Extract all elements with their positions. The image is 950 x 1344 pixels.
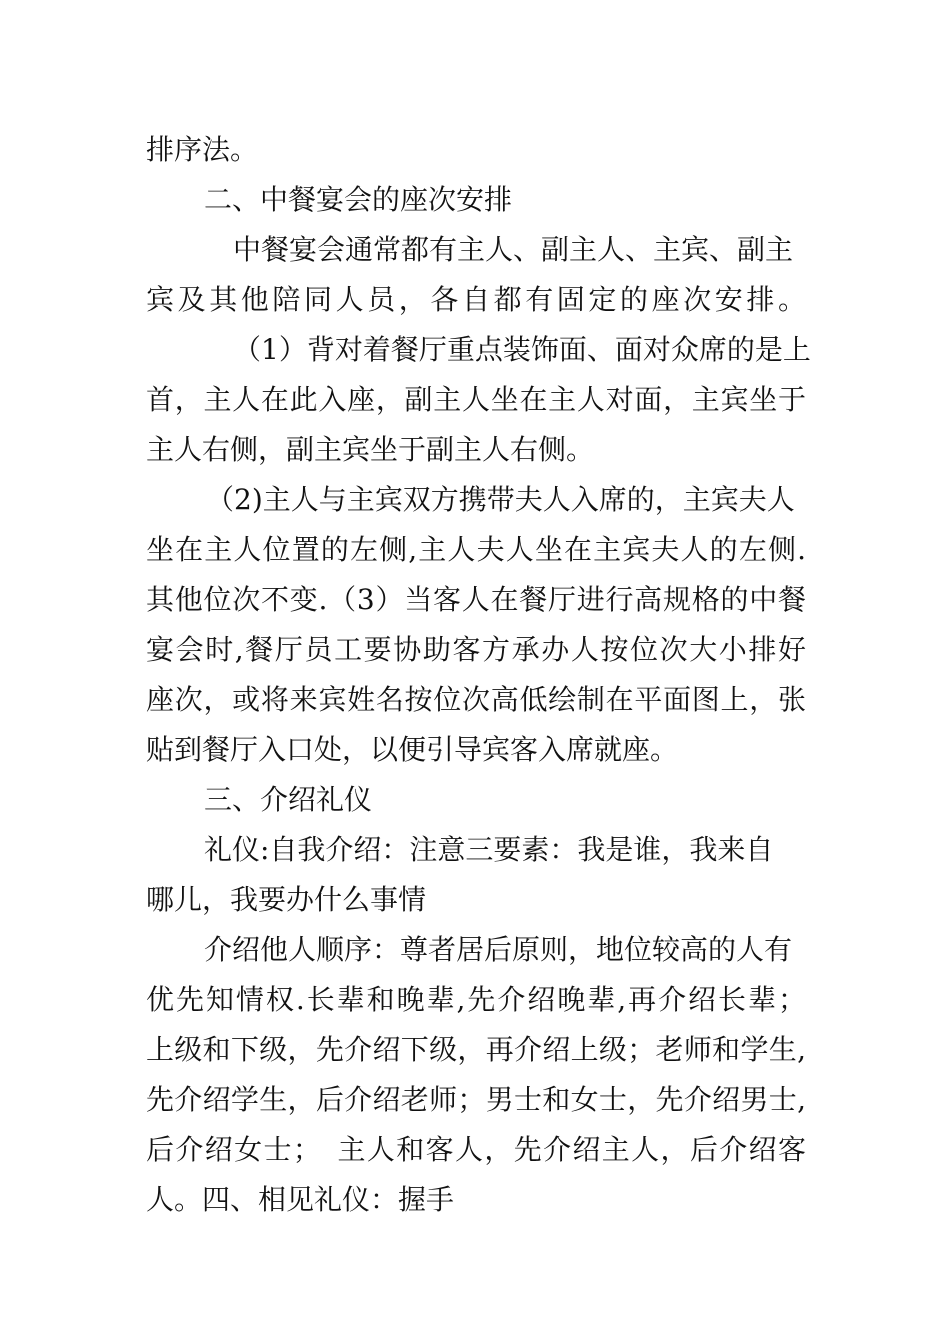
section-heading-2: 二、中餐宴会的座次安排 [204, 183, 513, 216]
paragraph-line-3: 中餐宴会通常都有主人、副主人、主宾、副主 [233, 233, 794, 266]
item-3-line-1: 宴会时,餐厅员工要协助客方承办人按位次大小排好 [146, 633, 806, 666]
item-2-line-2: 坐在主人位置的左侧,主人夫人坐在主宾夫人的左侧. [146, 533, 806, 566]
paragraph-line-4: 宾及其他陪同人员，各自都有固定的座次安排。 [146, 283, 806, 316]
item-1-line-1: （1）背对着餐厅重点装饰面、面对众席的是上 [233, 333, 811, 366]
section-heading-3: 三、介绍礼仪 [204, 783, 373, 816]
item-2-line-1: （2)主人与主宾双方携带夫人入席的，主宾夫人 [206, 483, 795, 516]
intro-order-line-1: 介绍他人顺序：尊者居后原则，地位较高的人有 [204, 933, 793, 966]
item-2-line-3: 其他位次不变.（3）当客人在餐厅进行高规格的中餐 [146, 583, 806, 616]
item-3-line-3: 贴到餐厅入口处，以便引导宾客入席就座。 [146, 733, 679, 766]
self-intro-line-2: 哪儿，我要办什么事情 [146, 883, 427, 916]
self-intro-line-1: 礼仪:自我介绍：注意三要素：我是谁，我来自 [204, 833, 774, 866]
intro-order-line-3: 上级和下级，先介绍下级，再介绍上级；老师和学生, [146, 1033, 806, 1066]
intro-order-line-5: 后介绍女士； 主人和客人，先介绍主人，后介绍客 [146, 1133, 806, 1166]
item-1-line-3: 主人右侧，副主宾坐于副主人右侧。 [146, 433, 595, 466]
intro-order-line-6: 人。四、相见礼仪：握手 [146, 1183, 455, 1216]
item-1-line-2: 首，主人在此入座，副主人坐在主人对面，主宾坐于 [146, 383, 806, 416]
intro-order-line-2: 优先知情权.长辈和晚辈,先介绍晚辈,再介绍长辈； [146, 983, 806, 1016]
intro-order-line-4: 先介绍学生，后介绍老师；男士和女士，先介绍男士, [146, 1083, 806, 1116]
item-3-line-2: 座次，或将来宾姓名按位次高低绘制在平面图上，张 [146, 683, 806, 716]
text-line-1: 排序法。 [146, 133, 259, 166]
